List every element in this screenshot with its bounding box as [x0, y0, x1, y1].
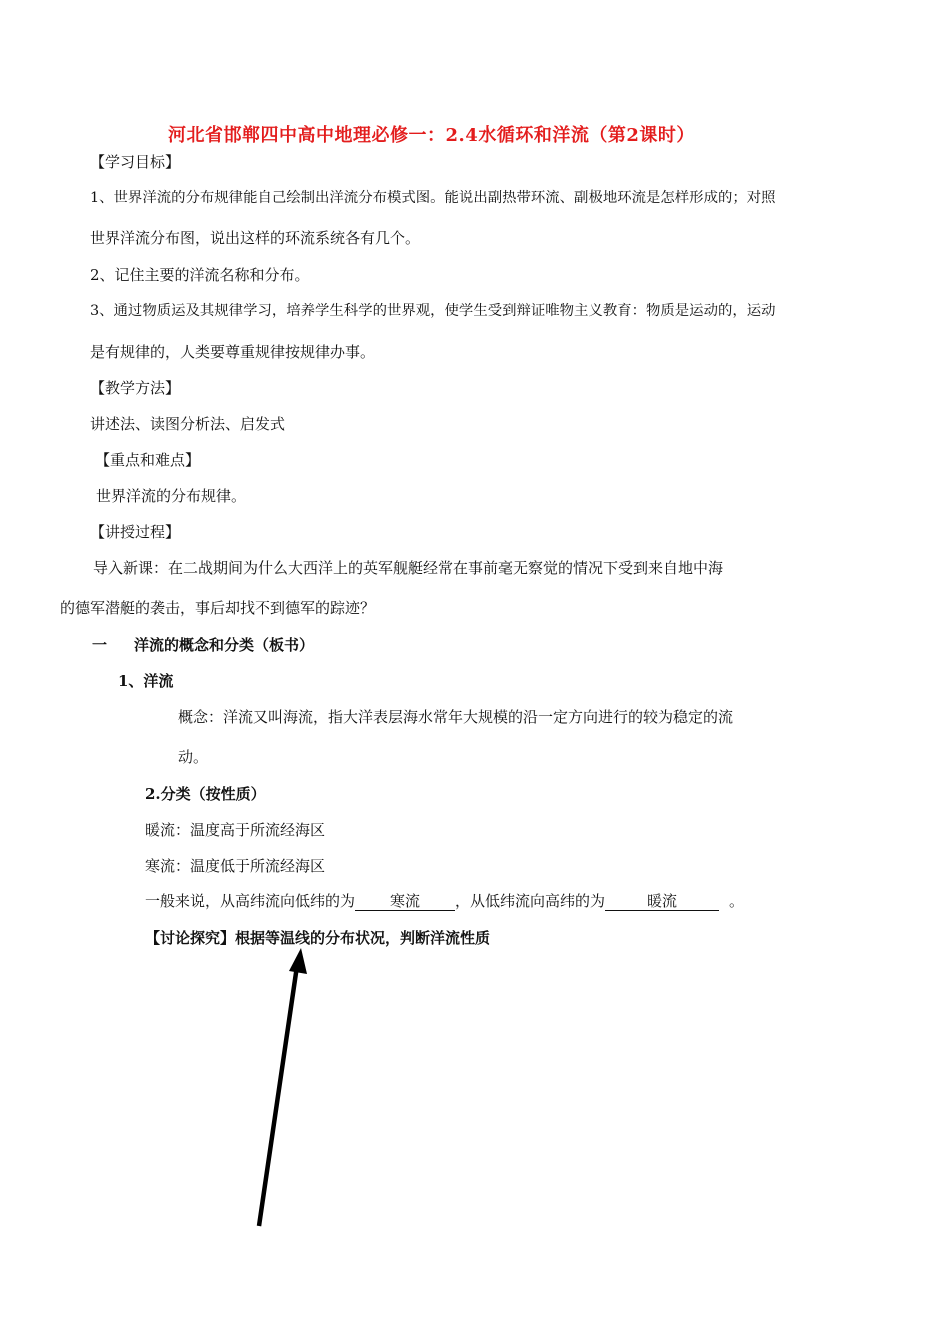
rule-prefix: 一般来说，从高纬流向低纬的为 [145, 892, 356, 910]
warm-current-definition: 暖流：温度高于所流经海区 [145, 821, 326, 839]
rule-suffix: 。 [729, 892, 745, 910]
arrow-head [289, 948, 307, 974]
intro-line-2: 的德军潜艇的袭击，事后却找不到德军的踪迹？ [60, 599, 376, 617]
subsection-2-heading: 2.分类（按性质） [145, 785, 266, 803]
section-heading: 洋流的概念和分类（板书） [134, 636, 315, 654]
focus-text: 世界洋流的分布规律。 [96, 487, 247, 505]
methods-text: 讲述法、读图分析法、启发式 [90, 415, 286, 433]
process-heading: 【讲授过程】 [90, 523, 181, 541]
objective-2: 2、记住主要的洋流名称和分布。 [90, 266, 310, 284]
document-title: 河北省邯郸四中高中地理必修一：2.4水循环和洋流（第2课时） [168, 125, 695, 146]
focus-heading: 【重点和难点】 [95, 451, 201, 469]
answer-blank-warm: 暖流 [605, 892, 719, 911]
cold-current-definition: 寒流：温度低于所流经海区 [145, 857, 326, 875]
rule-middle: ，从低纬流向高纬的为 [455, 892, 606, 910]
methods-heading: 【教学方法】 [90, 379, 181, 397]
section-number: 一 [92, 636, 108, 654]
objective-3-line-1: 3、通过物质运及其规律学习，培养学生科学的世界观，使学生受到辩证唯物主义教育：物质是运动的，运动 [90, 303, 776, 319]
answer-blank-cold: 寒流 [355, 892, 455, 911]
objective-1-line-1: 1、世界洋流的分布规律能自己绘制出洋流分布模式图。能说出副热带环流、副极地环流是怎样形成的；对照 [90, 190, 776, 206]
intro-line-1: 导入新课：在二战期间为什么大西洋上的英军舰艇经常在事前毫无察觉的情况下受到来自地中海 [93, 559, 724, 577]
objective-3-line-2: 是有规律的，人类要尊重规律按规律办事。 [90, 343, 376, 361]
subsection-1-heading: 1、洋流 [118, 672, 174, 690]
objective-1-line-2: 世界洋流分布图，说出这样的环流系统各有几个。 [90, 229, 421, 247]
concept-line-2: 动。 [178, 748, 209, 766]
concept-line-1: 概念：洋流又叫海流，指大洋表层海水常年大规模的沿一定方向进行的较为稳定的流 [178, 708, 734, 726]
arrow-shaft [259, 966, 297, 1226]
objectives-heading: 【学习目标】 [90, 153, 181, 171]
discussion-heading: 【讨论探究】根据等温线的分布状况，判断洋流性质 [145, 929, 491, 947]
